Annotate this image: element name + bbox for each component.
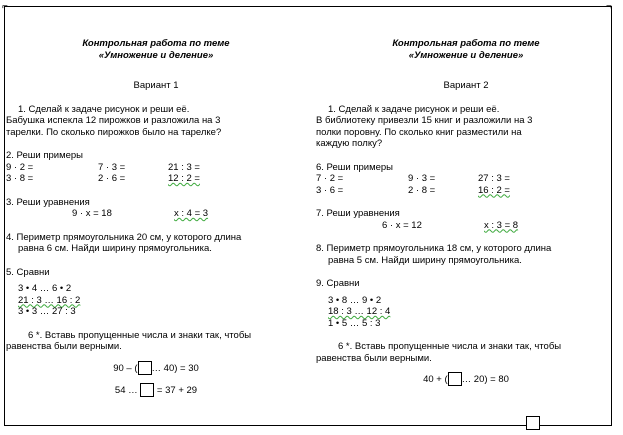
corner-mark: ¬ xyxy=(606,1,612,12)
task-4 xyxy=(6,232,306,255)
example: 2 · 6 = xyxy=(98,173,126,184)
comparison: 21 : 3 … 16 : 2 xyxy=(18,294,81,306)
example: 16 : 2 = xyxy=(478,184,510,196)
example: 3 · 6 = xyxy=(316,184,344,196)
equation: х : 3 = 8 xyxy=(484,219,519,231)
task-6-heading: 6 *. Вставь пропущенные числа и знаки так, чтобы xyxy=(338,341,562,352)
equation: х : 4 = 3 xyxy=(174,208,209,219)
task-4-heading: 4. Периметр прямоугольника 20 см, у которого длина xyxy=(6,231,242,243)
example: 9 · 3 = xyxy=(408,173,436,184)
task-1-text: В библиотеку привезли 15 книг и разложили на 3 xyxy=(316,115,533,126)
answer-box[interactable] xyxy=(140,383,154,397)
task-6-text: равенства были верными. xyxy=(6,341,122,352)
answer-box[interactable] xyxy=(448,372,462,386)
example: 12 : 2 = xyxy=(168,173,200,184)
example: 21 : 3 = xyxy=(168,161,200,173)
variant-1-column xyxy=(6,10,306,399)
task-4-text: равна 5 см. Найди ширину прямоугольника. xyxy=(328,254,522,266)
corner-mark: ⌐ xyxy=(2,1,8,12)
variant-2-column xyxy=(316,10,616,388)
task-6 xyxy=(6,330,306,399)
comparison: 3 • 4 … 6 • 2 xyxy=(18,283,72,294)
comparison: 1 • 5 … 5 : 3 xyxy=(328,317,381,329)
task-1-text: тарелки. По сколько пирожков было на тарелке? xyxy=(6,126,222,138)
task-1-heading: 1. Сделай к задаче рисунок и реши её. xyxy=(328,103,500,115)
task-5-heading: 5. Сравни xyxy=(6,266,50,278)
task-1-text: Бабушка испекла 12 пирожков и разложила на 3 xyxy=(6,115,221,126)
task-4 xyxy=(316,243,616,266)
task-1-text: полки поровну. По сколько книг разместили на xyxy=(316,126,522,138)
equation: 9 · х = 18 xyxy=(72,208,112,219)
task-3 xyxy=(316,208,616,231)
comparison: 3 • 3 … 27 : 3 xyxy=(18,306,76,317)
task-1 xyxy=(316,104,616,150)
test-title: Контрольная работа по теме xyxy=(392,38,540,49)
example: 3 · 8 = xyxy=(6,173,34,184)
equality-part: … 40) = 30 xyxy=(151,362,199,374)
task-4-text: равна 6 см. Найди ширину прямоугольника. xyxy=(18,243,212,254)
task-3-heading: 7. Реши уравнения xyxy=(316,208,400,219)
task-1-text: каждую полку? xyxy=(316,138,383,149)
comparison: 3 • 8 … 9 • 2 xyxy=(328,294,382,306)
task-4-heading: 8. Периметр прямоугольника 18 см, у которого длина xyxy=(316,243,552,254)
task-3 xyxy=(6,197,306,220)
task-3-heading: 3. Реши уравнения xyxy=(6,196,90,208)
example: 7 · 3 = xyxy=(98,161,126,173)
test-subtitle: «Умножение и деление» xyxy=(98,50,214,61)
equality-part: 40 + ( xyxy=(423,374,448,385)
example: 7 · 2 = xyxy=(316,173,344,184)
task-5 xyxy=(6,267,306,318)
answer-box[interactable] xyxy=(138,361,152,375)
example: 2 · 8 = xyxy=(408,184,436,196)
task-1 xyxy=(6,104,306,139)
equality-part: 90 – ( xyxy=(113,362,138,374)
task-2-heading: 2. Реши примеры xyxy=(6,150,83,161)
equality-part: = 37 + 29 xyxy=(156,384,198,396)
task-2 xyxy=(6,150,306,185)
task-2 xyxy=(316,162,616,197)
task-6 xyxy=(316,341,616,388)
task-2-heading: 6. Реши примеры xyxy=(316,161,393,173)
test-subtitle: «Умножение и деление» xyxy=(408,50,524,61)
equation: 6 · х = 12 xyxy=(382,219,422,231)
task-6-heading: 6 *. Вставь пропущенные числа и знаки так, чтобы xyxy=(28,329,252,341)
example: 27 : 3 = xyxy=(478,173,510,184)
variant-label: Вариант 1 xyxy=(133,80,179,91)
test-title: Контрольная работа по теме xyxy=(82,38,230,49)
equality-part: 54 … xyxy=(114,384,138,396)
task-5 xyxy=(316,278,616,329)
task-6-text: равенства были верными. xyxy=(316,352,432,364)
comparison: 18 : 3 … 12 : 4 xyxy=(328,306,391,317)
example: 9 · 2 = xyxy=(6,161,34,173)
task-1-heading: 1. Сделай к задаче рисунок и реши её. xyxy=(18,103,190,115)
answer-box[interactable] xyxy=(526,416,540,430)
variant-label: Вариант 2 xyxy=(443,80,489,91)
task-5-heading: 9. Сравни xyxy=(316,278,360,289)
equality-part: … 20) = 80 xyxy=(461,374,509,385)
